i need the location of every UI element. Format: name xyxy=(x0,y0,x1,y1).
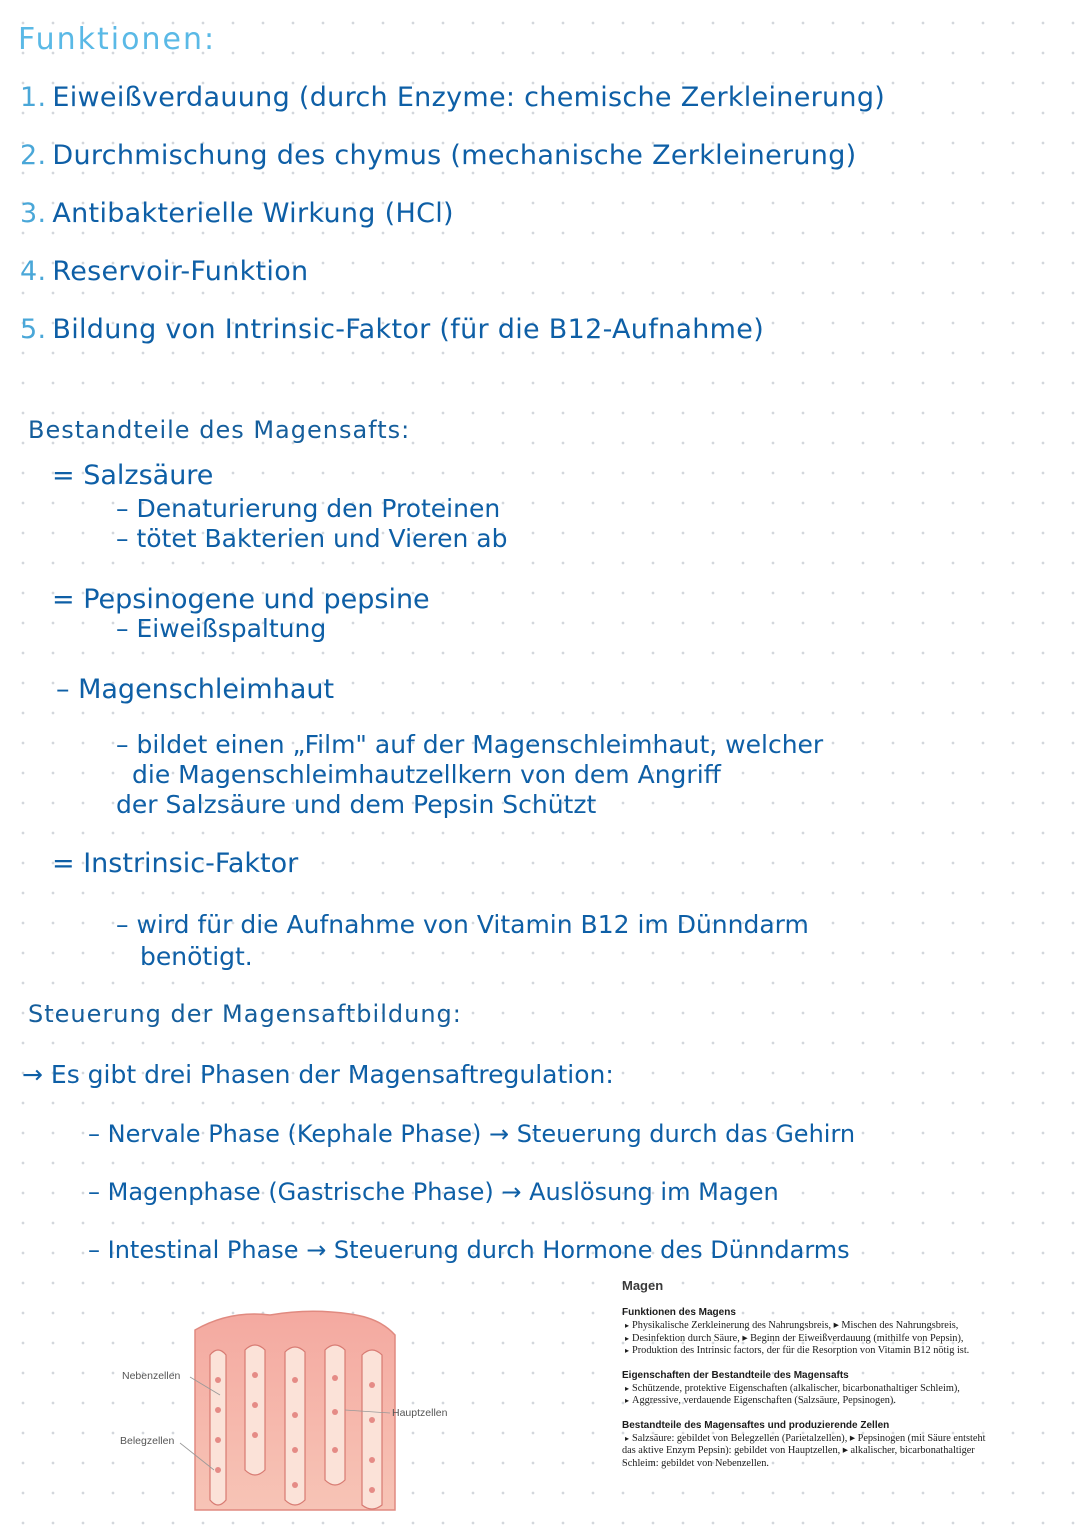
sub-text: benötigt. xyxy=(140,942,253,971)
group-salzsaeure: = Salzsäure xyxy=(52,460,214,491)
sub-item: – Eiweißspaltung xyxy=(116,614,327,643)
book-line-text: Schützende, protektive Eigenschaften (alkalischer, bicarbonathaltiger Schleim), xyxy=(632,1382,960,1394)
book-section-heading: Eigenschaften der Bestandteile des Magensafts xyxy=(622,1369,849,1381)
book-line-text: Aggressive, verdauende Eigenschaften (Salzsäure, Pepsinogen). xyxy=(632,1395,896,1406)
book-line: ▸ Desinfektion durch Säure, ▸ Beginn der Eiweißverdauung (mithilfe von Pepsin), xyxy=(625,1332,964,1344)
sub-text: bildet einen „Film" auf der Magenschleimhaut, welcher xyxy=(136,730,824,759)
book-line-text: Physikalische Zerkleinerung des Nahrungsbreis, ▸ Mischen des Nahrungsbreis, xyxy=(632,1320,959,1331)
book-line-text: Produktion des Intrinsic factors, der für die Resorption von Vitamin B12 nötig ist. xyxy=(632,1345,970,1356)
phase-text: Intestinal Phase → Steuerung durch Hormone des Dünndarms xyxy=(107,1236,850,1264)
function-item-4 xyxy=(20,256,308,287)
function-item-3 xyxy=(20,198,454,229)
steuerung-title: Steuerung der Magensaftbildung: xyxy=(28,1000,462,1028)
sub-item xyxy=(116,790,596,819)
item-text: Antibakterielle Wirkung (HCl) xyxy=(52,198,454,229)
phase-item: – Intestinal Phase → Steuerung durch Hormone des Dünndarms xyxy=(88,1236,850,1264)
item-number: 4. xyxy=(20,256,47,287)
function-item-1 xyxy=(20,82,885,113)
steuerung-heading xyxy=(28,1000,462,1028)
funktionen-title: Funktionen: xyxy=(18,22,217,57)
book-line-text: das aktive Enzym Pepsin): gebildet von Hauptzellen, ▸ alkalischer, bicarbonathaltiger xyxy=(622,1445,975,1456)
book-line: ▸ Produktion des Intrinsic factors, der für die Resorption von Vitamin B12 nötig ist. xyxy=(625,1345,970,1356)
label-hauptzellen: Hauptzellen xyxy=(392,1407,448,1419)
group-magenschleimhaut: – Magenschleimhaut xyxy=(56,674,335,705)
item-text: Eiweißverdauung (durch Enzyme: chemische Zerkleinerung) xyxy=(52,82,886,113)
item-text: Durchmischung des chymus (mechanische Zerkleinerung) xyxy=(52,140,857,171)
sub-item xyxy=(140,942,253,971)
textbook-excerpt xyxy=(612,1278,1062,1482)
label-nebenzellen: Nebenzellen xyxy=(122,1370,181,1382)
book-line-text: Desinfektion durch Säure, ▸ Beginn der Eiweißverdauung (mithilfe von Pepsin), xyxy=(632,1332,964,1344)
function-item-2 xyxy=(20,140,856,171)
steuerung-intro: → Es gibt drei Phasen der Magensaftregulation: xyxy=(22,1060,614,1089)
sub-item: – wird für die Aufnahme von Vitamin B12 im Dünndarm xyxy=(116,910,809,939)
phase-item: – Magenphase (Gastrische Phase) → Auslösung im Magen xyxy=(88,1178,779,1206)
book-line: ▸ Physikalische Zerkleinerung des Nahrungsbreis, ▸ Mischen des Nahrungsbreis, xyxy=(625,1320,959,1331)
sub-text: Denaturierung den Proteinen xyxy=(136,494,501,523)
item-number: 2. xyxy=(20,140,47,171)
item-number: 3. xyxy=(20,198,47,229)
group-intrinsic: = Instrinsic-Faktor xyxy=(52,848,299,879)
sub-text: wird für die Aufnahme von Vitamin B12 im Dünndarm xyxy=(136,910,809,939)
book-line: ▸ Aggressive, verdauende Eigenschaften (Salzsäure, Pepsinogen). xyxy=(625,1395,896,1406)
item-number: 1. xyxy=(20,82,47,113)
item-text: Reservoir-Funktion xyxy=(52,256,309,287)
group-pepsin: = Pepsinogene und pepsine xyxy=(52,584,430,615)
phase-text: Magenphase (Gastrische Phase) → Auslösung im Magen xyxy=(107,1178,779,1206)
label-belegzellen: Belegzellen xyxy=(120,1435,175,1447)
item-text: Bildung von Intrinsic-Faktor (für die B12-Aufnahme) xyxy=(52,314,765,345)
sub-text: die Magenschleimhautzellkern von dem Angriff xyxy=(132,760,721,789)
stomach-mucosa-figure xyxy=(110,1300,490,1515)
book-line-text: Salzsäure: gebildet von Belegzellen (Parietalzellen), ▸ Pepsinogen (mit Säure entsteht xyxy=(632,1432,986,1444)
item-number: 5. xyxy=(20,314,47,345)
bestandteile-heading xyxy=(28,416,410,444)
book-line: ▸ Schützende, protektive Eigenschaften (alkalischer, bicarbonathaltiger Schleim), xyxy=(625,1382,960,1394)
sub-text: der Salzsäure und dem Pepsin Schützt xyxy=(116,790,597,819)
group-label: Salzsäure xyxy=(83,460,214,491)
book-line xyxy=(622,1445,1062,1458)
book-line xyxy=(622,1458,1062,1471)
sub-item: – tötet Bakterien und Vieren ab xyxy=(116,524,508,553)
sub-text: tötet Bakterien und Vieren ab xyxy=(136,524,508,553)
group-label: Instrinsic-Faktor xyxy=(83,848,299,879)
function-item-5 xyxy=(20,314,764,345)
book-section-body xyxy=(622,1320,1062,1358)
sub-text: Eiweißspaltung xyxy=(136,614,327,643)
book-section-body xyxy=(622,1383,1062,1408)
phase-item: – Nervale Phase (Kephale Phase) → Steuerung durch das Gehirn xyxy=(88,1120,856,1148)
book-line: ▸ Salzsäure: gebildet von Belegzellen (Parietalzellen), ▸ Pepsinogen (mit Säure entsteht xyxy=(625,1432,986,1444)
sub-item xyxy=(132,760,721,789)
book-section-body xyxy=(622,1433,1062,1471)
book-section-heading: Bestandteile des Magensaftes und produzierende Zellen xyxy=(622,1419,890,1431)
book-title: Magen xyxy=(622,1278,664,1293)
book-line-text: Schleim: gebildet von Nebenzellen. xyxy=(622,1457,769,1469)
sub-item: – bildet einen „Film" auf der Magenschleimhaut, welcher xyxy=(116,730,824,759)
sub-item: – Denaturierung den Proteinen xyxy=(116,494,501,523)
group-label: Pepsinogene und pepsine xyxy=(83,584,430,615)
phase-text: Nervale Phase (Kephale Phase) → Steuerung durch das Gehirn xyxy=(107,1120,856,1148)
book-section-heading: Funktionen des Magens xyxy=(622,1307,736,1318)
group-label: Magenschleimhaut xyxy=(78,674,335,705)
bestandteile-title: Bestandteile des Magensafts: xyxy=(28,416,411,444)
